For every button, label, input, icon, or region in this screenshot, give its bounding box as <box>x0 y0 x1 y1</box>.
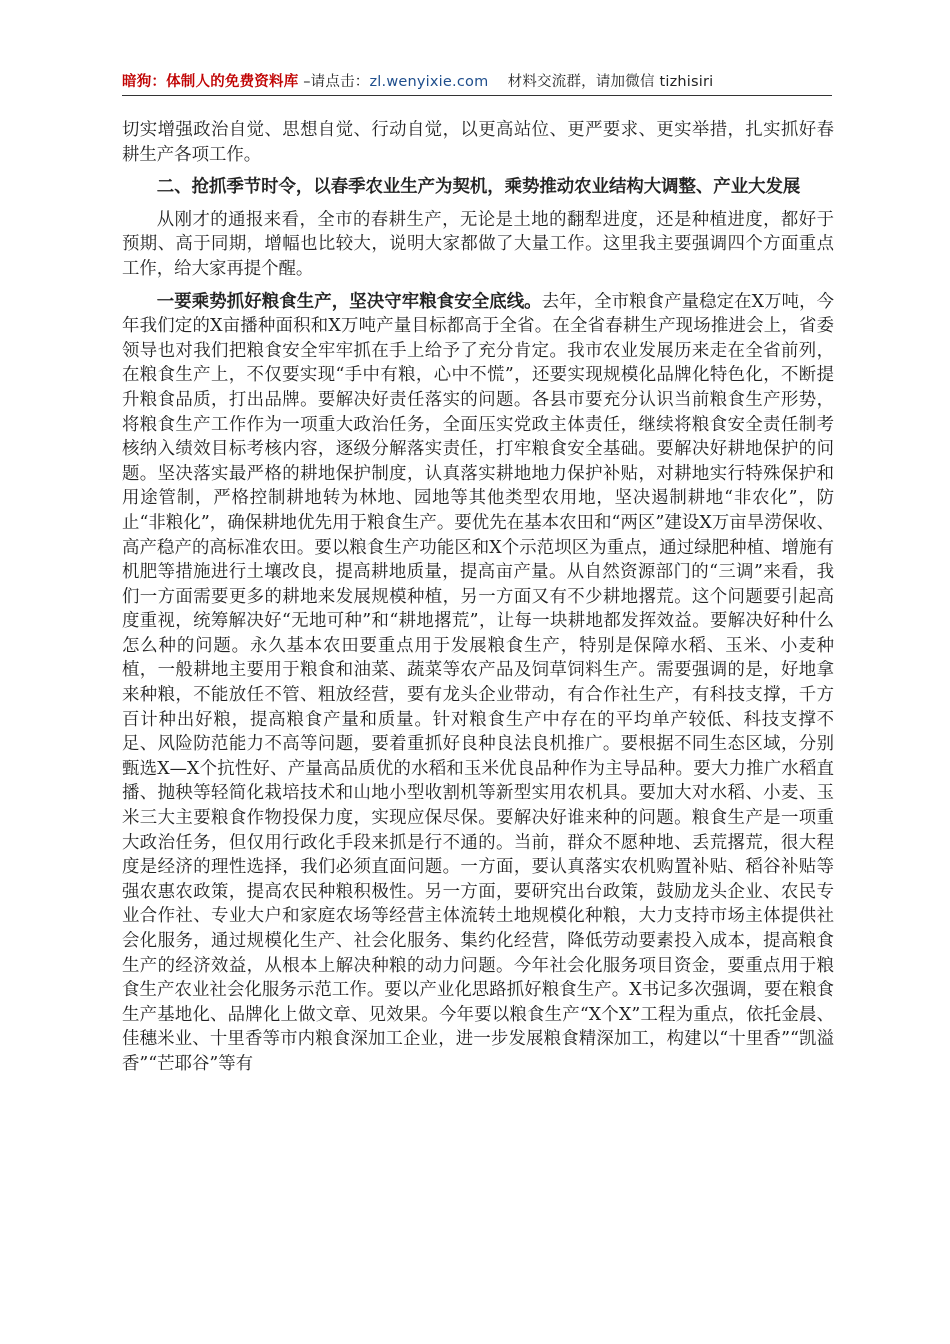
header-link[interactable]: zl.wenyixie.com <box>369 74 489 90</box>
point-one-paragraph <box>122 290 834 1077</box>
header-group-text: 材料交流群，请加微信 tizhisiri <box>507 74 714 90</box>
intro-continuation: 切实增强政治自觉、思想自觉、行动自觉，以更高站位、更严要求、更实举措，扎实抓好春耕生产各项工作。 <box>122 120 834 165</box>
point-one-body: 去年，全市粮食产量稳定在X万吨，今年我们定的X亩播种面积和X万吨产量目标都高于全省。在全省春耕生产现场推进会上，省委领导也对我们把粮食安全牢牢抓在手上给予了充分肯定。我市农业发展历来走在全省前列，在粮食生产上，不仅要实现“手中有粮，心中不慌”，还要实现规模化品牌化特色化，不断提升粮食品质，打出品牌。要解决好责任落实的问题。各县市要充分认识当前粮食生产形势，将粮食生产工作作为一项重大政治任务，全面压实党政主体责任，继续将粮食安全责任制考核纳入绩效目标考核内容，逐级分解落实责任，打牢粮食安全基础。要解决好耕地保护的问题。坚决落实最严格的耕地保护制度，认真落实耕地地力保护补贴，对耕地实行特殊保护和用途管制，严格控制耕地转为林地、园地等其他类型农用地，坚决遏制耕地“非农化”，防止“非粮化”，确保耕地优先用于粮食生产。要优先在基本农田和“两区”建设X万亩旱涝保收、高产稳产的高标准农田。要以粮食生产功能区和X个示范坝区为重点，通过绿肥种植、增施有机肥等措施进行土壤改良，提高耕地质量，提高亩产量。从自然资源部门的“三调”来看，我们一方面需要更多的耕地来发展规模种植，另一方面又有不少耕地撂荒。这个问题要引起高度重视，统筹解决好“无地可种”和“耕地撂荒”，让每一块耕地都发挥效益。要解决好种什么怎么种的问题。永久基本农田要重点用于发展粮食生产，特别是保障水稻、玉米、小麦种植，一般耕地主要用于粮食和油菜、蔬菜等农产品及饲草饲料生产。需要强调的是，好地拿来种粮，不能放任不管、粗放经营，要有龙头企业带动，有合作社生产，有科技支撑，千方百计种出好粮，提高粮食产量和质量。针对粮食生产中存在的平均单产较低、科技支撑不足、风险防范能力不高等问题，要着重抓好良种良法良机推广。要根据不同生态区域，分别甄选X—X个抗性好、产量高品质优的水稻和玉米优良品种作为主导品种。要大力推广水稻直播、抛秧等轻简化栽培技术和山地小型收割机等新型实用农机具。要加大对水稻、小麦、玉米三大主要粮食作物投保力度，实现应保尽保。要解决好谁来种的问题。粮食生产是一项重大政治任务，但仅用行政化手段来抓是行不通的。当前，群众不愿种地、丢荒撂荒，很大程度是经济的理性选择，我们必须直面问题。一方面，要认真落实农机购置补贴、稻谷补贴等强农惠农政策，提高农民种粮积极性。另一方面，要研究出台政策，鼓励龙头企业、农民专业合作社、专业大户和家庭农场等经营主体流转土地规模化种粮，大力支持市场主体提供社会化服务，通过规模化生产、社会化服务、集约化经营，降低劳动要素投入成本，提高粮食生产的经济效益，从根本上解决种粮的动力问题。今年社会化服务项目资金，要重点用于粮食生产农业社会化服务示范工作。要以产业化思路抓好粮食生产。X书记多次强调，要在粮食生产基地化、品牌化上做文章、见效果。今年要以粮食生产“X个X”工程为重点，依托金晨、佳穗米业、十里香等市内粮食深加工企业，进一步发展粮食精深加工，构建以“十里香”“凯溢香”“芒耶谷”等有 <box>122 291 834 1074</box>
header-divider <box>122 95 832 96</box>
point-one-lead: 一要乘势抓好粮食生产，坚决守牢粮食安全底线。 <box>156 291 542 312</box>
document-body <box>122 118 834 1077</box>
page-header <box>122 70 832 94</box>
header-brand: 暗狗：体制人的免费资料库 <box>122 74 299 90</box>
section-heading: 二、抢抓季节时令，以春季农业生产为契机，乘势推动农业结构大调整、产业大发展 <box>156 177 801 198</box>
section-intro: 从刚才的通报来看，全市的春耕生产，无论是土地的翻犁进度，还是种植进度，都好于预期、高于同期，增幅也比较大，说明大家都做了大量工作。这里我主要强调四个方面重点工作，给大家再提个醒。 <box>122 209 834 279</box>
header-link-prefix: –请点击： <box>298 74 370 90</box>
